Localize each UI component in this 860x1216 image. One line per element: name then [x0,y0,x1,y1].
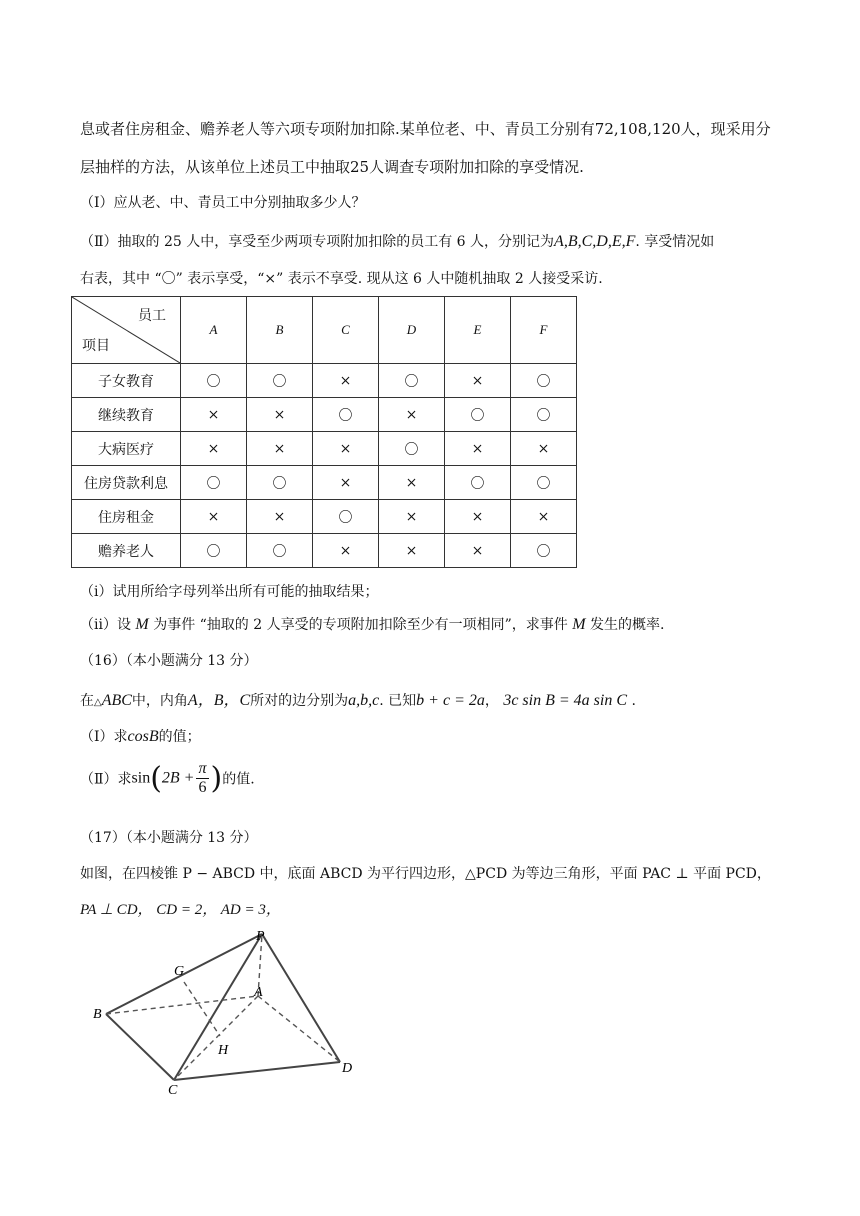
edge-BC [106,1014,174,1080]
question-1: （Ⅰ）应从老、中、青员工中分别抽取多少人？ [80,195,366,211]
row-label: 子女教育 [72,364,181,398]
table-cell: × [313,466,379,500]
column-header: F [511,297,577,364]
q2-letters: A,B,C,D,E,F [554,233,636,250]
qii-var-1: M [135,616,149,633]
column-header: C [313,297,379,364]
table-cell: 〇 [445,466,511,500]
p16-text: 中，内角 [131,693,188,709]
row-label: 大病医疗 [72,432,181,466]
problem-16-q1 [80,726,201,746]
table-cell: × [313,534,379,568]
table-cell: 〇 [313,500,379,534]
table-cell: × [445,534,511,568]
column-header: D [379,297,445,364]
table-cell: × [379,466,445,500]
table-row [72,466,577,500]
edge-CD [174,1062,340,1080]
fraction-pi-over-6 [196,760,208,797]
problem-16-heading: （16）（本小题满分 13 分） [80,653,258,669]
table-cell: × [181,398,247,432]
table-cell: × [445,432,511,466]
table-cell: 〇 [511,364,577,398]
table-row [72,398,577,432]
p16-q2-sin: sin [131,769,151,787]
table-cell: 〇 [511,534,577,568]
row-label: 赡养老人 [72,534,181,568]
qii-var-2: M [572,616,586,633]
table-cell: 〇 [181,364,247,398]
p16-sep: ， [484,693,504,709]
column-header: B [247,297,313,364]
problem-17-line2: PA ⊥ CD， CD = 2， AD = 3， [80,902,281,918]
para1-line1: 息或者住房租金、赡养老人等六项专项附加扣除.某单位老、中、青员工分别有72,108,120人，现采用分 [80,120,771,138]
question-ii [80,614,664,634]
p16-angles: A，B，C [187,692,251,709]
p16-period: . [627,693,636,709]
p16-q1-post: 的值； [158,729,201,745]
q2-text-pre: （Ⅱ）抽取的 25 人中，享受至少两项专项附加扣除的员工有 6 人，分别记为 [80,234,555,250]
edge-BA [106,996,258,1014]
header-item: 项目 [82,338,110,354]
table-cell: 〇 [511,398,577,432]
table-cell: × [511,500,577,534]
p16-q2-pre: （Ⅱ）求 [80,771,132,788]
question-i: （i）试用所给字母列举出所有可能的抽取结果； [80,584,379,600]
table-cell: × [379,500,445,534]
table-row [72,534,577,568]
row-label: 继续教育 [72,398,181,432]
label-H: H [218,1043,229,1058]
p16-q2-post: 的值. [222,771,255,788]
solid-edges [106,934,340,1080]
triangle-symbol: △ [94,697,102,708]
fraction-numerator: π [198,760,207,777]
table-cell: 〇 [247,466,313,500]
question-2-line1 [80,231,714,251]
qii-post: 发生的概率. [590,617,665,633]
table-cell: 〇 [445,398,511,432]
table-cell: × [181,432,247,466]
right-paren: ) [210,761,223,796]
table-cell: 〇 [313,398,379,432]
table-cell: × [181,500,247,534]
table-cell: 〇 [511,466,577,500]
table-cell: 〇 [379,432,445,466]
table-cell: 〇 [247,364,313,398]
label-C: C [168,1083,178,1098]
p16-q1-pre: （Ⅰ）求 [80,729,128,745]
column-header: E [445,297,511,364]
problem-17-line1: 如图，在四棱锥 P − ABCD 中，底面 ABCD 为平行四边形，△PCD 为等边三角形，平面 PAC ⊥ 平面 PCD， [80,866,771,882]
segment-GH [184,982,220,1036]
table-cell: × [445,364,511,398]
label-D: D [342,1061,353,1076]
p16-q1-math: cosB [127,728,159,745]
p16-text: 在 [80,693,94,709]
table-cell: × [511,432,577,466]
table-row [72,500,577,534]
table-header-diagonal-cell [72,297,181,364]
table-cell: × [313,364,379,398]
p16-text: . 已知 [379,693,417,709]
header-employee: 员工 [138,308,166,324]
table-cell: × [247,432,313,466]
label-A: A [254,985,263,1000]
row-label: 住房租金 [72,500,181,534]
table-cell: × [379,534,445,568]
table-cell: × [445,500,511,534]
row-label: 住房贷款利息 [72,466,181,500]
table-cell: × [247,398,313,432]
qii-pre: （ii）设 [80,617,131,633]
table-cell: 〇 [181,534,247,568]
problem-17-heading: （17）（本小题满分 13 分） [80,830,258,846]
problem-16-q2 [80,760,255,797]
p16-q2-inner: 2B + [161,769,195,787]
pyramid-figure [88,922,378,1102]
table-cell: × [247,500,313,534]
column-header: A [181,297,247,364]
p16-sides: a,b,c [348,692,380,709]
p16-triangle: ABC [101,692,132,709]
table-row [72,432,577,466]
table-cell: 〇 [379,364,445,398]
p16-cond2: 3c sin B = 4a sin C [503,692,628,709]
p16-cond1: b + c = 2a [416,692,485,709]
deduction-table [71,296,577,568]
fraction-denominator: 6 [198,779,207,796]
label-B: B [93,1007,102,1022]
hidden-edges [106,934,340,1080]
q2-text-post: . 享受情况如 [635,234,715,250]
qii-mid: 为事件 “抽取的 2 人享受的专项附加扣除至少有一项相同”，求事件 [153,617,568,633]
table-cell: 〇 [247,534,313,568]
table-cell: × [379,398,445,432]
edge-AD [258,996,340,1062]
table-cell: 〇 [181,466,247,500]
problem-16-intro [80,687,636,710]
question-2-line2: 右表，其中 “〇” 表示享受，“×” 表示不享受. 现从这 6 人中随机抽取 2 人接受采访. [80,271,603,287]
para1-line2: 层抽样的方法，从该单位上述员工中抽取25人调查专项附加扣除的享受情况. [80,158,584,176]
p16-text: 所对的边分别为 [250,693,349,709]
label-G: G [174,964,185,979]
table-cell: × [313,432,379,466]
edge-PD [262,934,340,1062]
table-row [72,364,577,398]
left-paren: ( [150,761,162,796]
label-P: P [256,929,265,944]
